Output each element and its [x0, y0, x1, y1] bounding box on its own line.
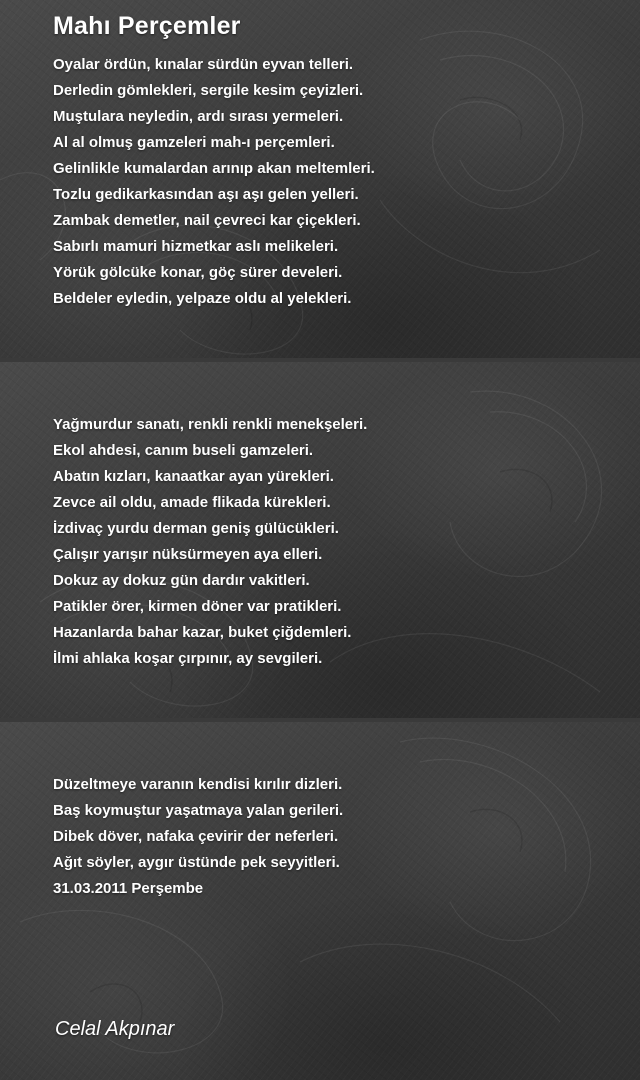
- poem-line: Sabırlı mamuri hizmetkar aslı melikeleri.: [53, 238, 339, 255]
- poem-line: Patikler örer, kirmen döner var pratikleri.: [53, 598, 342, 615]
- poem-line: Hazanlarda bahar kazar, buket çiğdemleri.: [53, 624, 352, 641]
- poem-line: Gelinlikle kumalardan arınıp akan meltemleri.: [53, 160, 375, 177]
- poem-line: İlmi ahlaka koşar çırpınır, ay sevgileri.: [53, 650, 323, 667]
- poem-line: Derledin gömlekleri, sergile kesim çeyizleri.: [53, 82, 364, 99]
- poem-line: Yörük gölcüke konar, göç sürer develeri.: [53, 264, 343, 281]
- poem-panel-1: [0, 0, 640, 358]
- poem-line: Muştulara neyledin, ardı sırası yermeleri.: [53, 108, 344, 125]
- poem-line: Zambak demetler, nail çevreci kar çiçekleri.: [53, 212, 361, 229]
- poem-title: Mahı Perçemler: [53, 12, 241, 40]
- poem-line: Ağıt söyler, aygır üstünde pek seyyitleri.: [53, 854, 340, 871]
- poem-line: Tozlu gedikarkasından aşı aşı gelen yelleri.: [53, 186, 359, 203]
- poem-line: Abatın kızları, kanaatkar ayan yürekleri.: [53, 468, 334, 485]
- poem-line: Oyalar ördün, kınalar sürdün eyvan telleri.: [53, 56, 354, 73]
- poem-panel-3: [0, 722, 640, 1080]
- stanza-2: [53, 412, 367, 672]
- poem-line: Dokuz ay dokuz gün dardır vakitleri.: [53, 572, 310, 589]
- stanza-1: [53, 52, 375, 312]
- poem-line: Çalışır yarışır nüksürmeyen aya elleri.: [53, 546, 323, 563]
- stanza-3: [53, 772, 343, 902]
- poem-line: Yağmurdur sanatı, renkli renkli menekşeleri.: [53, 416, 368, 433]
- poem-line: Dibek döver, nafaka çevirir der neferleri.: [53, 828, 339, 845]
- poem-date: 31.03.2011 Perşembe: [53, 880, 204, 897]
- poem-line: Ekol ahdesi, canım buseli gamzeleri.: [53, 442, 314, 459]
- poem-line: İzdivaç yurdu derman geniş gülücükleri.: [53, 520, 339, 537]
- poem-line: Al al olmuş gamzeleri mah-ı perçemleri.: [53, 134, 335, 151]
- poem-line: Baş koymuştur yaşatmaya yalan gerileri.: [53, 802, 344, 819]
- poem-panel-2: [0, 362, 640, 718]
- poem-line: Düzeltmeye varanın kendisi kırılır dizleri.: [53, 776, 343, 793]
- poem-line: Beldeler eyledin, yelpaze oldu al yelekleri.: [53, 290, 352, 307]
- poem-line: Zevce ail oldu, amade flikada kürekleri.: [53, 494, 331, 511]
- poem-author: Celal Akpınar: [55, 1018, 175, 1040]
